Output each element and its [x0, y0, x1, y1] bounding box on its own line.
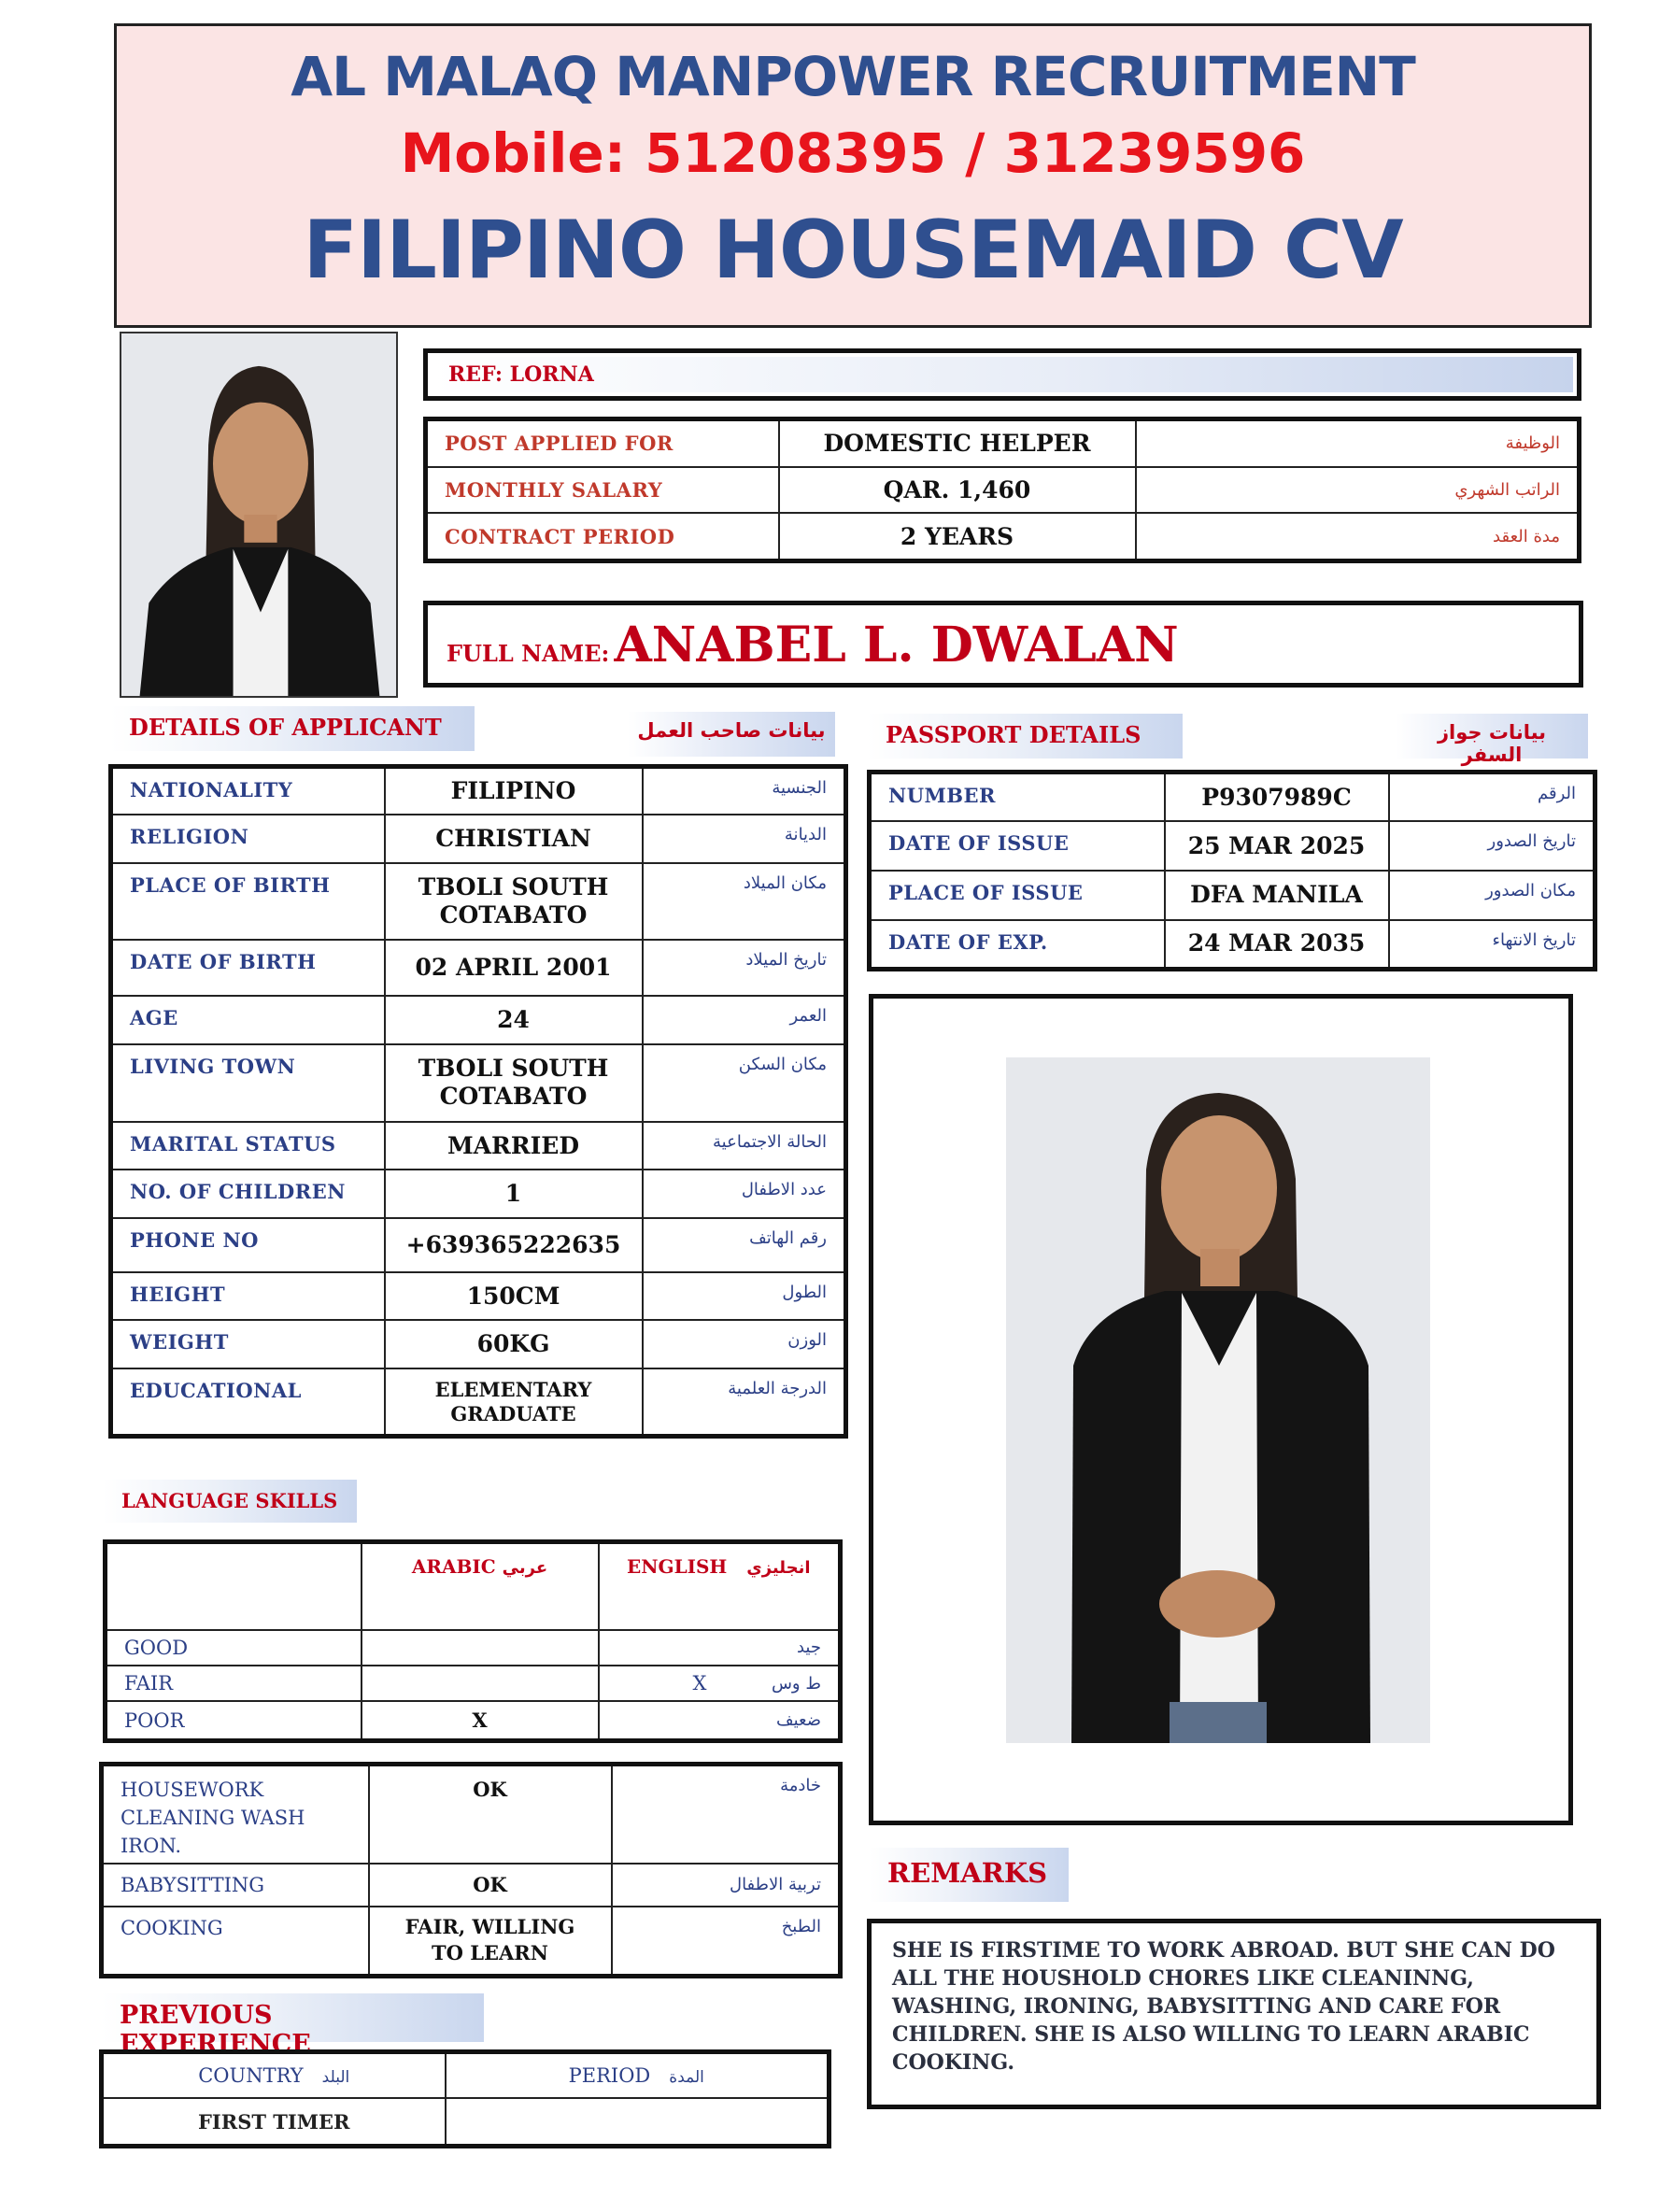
- period-label: PERIOD: [568, 2064, 651, 2088]
- language-level: GOOD: [106, 1630, 362, 1666]
- cv-title: FILIPINO HOUSEMAID CV: [303, 204, 1403, 297]
- row-label: PLACE OF BIRTH: [111, 863, 385, 941]
- post-table: [423, 417, 1581, 563]
- row-label: PHONE NO: [111, 1218, 385, 1272]
- language-english-cell: [599, 1630, 841, 1666]
- language-level: POOR: [106, 1701, 362, 1740]
- language-english-cell: [599, 1701, 841, 1740]
- post-label: POST APPLIED FOR: [426, 419, 779, 467]
- row-label: MARITAL STATUS: [111, 1122, 385, 1170]
- row-arabic: الرقم: [1389, 773, 1595, 822]
- row-value: +639365222635: [385, 1218, 643, 1272]
- row-arabic: تاريخ الانتهاء: [1389, 920, 1595, 970]
- table-row: [111, 1272, 846, 1321]
- post-arabic: الوظيفة: [1136, 419, 1580, 467]
- full-name-value: ANABEL L. DWALAN: [614, 617, 1179, 674]
- experience-col-period: [446, 2052, 830, 2099]
- photo-frame: [869, 994, 1573, 1825]
- table-row: [102, 2052, 830, 2099]
- row-label: WEIGHT: [111, 1320, 385, 1368]
- row-value: 02 APRIL 2001: [385, 940, 643, 996]
- row-label: HEIGHT: [111, 1272, 385, 1321]
- contract-value: 2 YEARS: [779, 513, 1136, 560]
- row-label: DATE OF BIRTH: [111, 940, 385, 996]
- table-row: [426, 513, 1580, 560]
- row-value: 60KG: [385, 1320, 643, 1368]
- row-arabic: عدد الاطفال: [643, 1170, 846, 1218]
- skill-value: OK: [369, 1765, 612, 1864]
- row-value: 150CM: [385, 1272, 643, 1321]
- table-row: [111, 1218, 846, 1272]
- table-row: [426, 467, 1580, 513]
- row-value: TBOLI SOUTH COTABATO: [385, 863, 643, 941]
- row-arabic: رقم الهاتف: [643, 1218, 846, 1272]
- full-name-box: [423, 601, 1583, 688]
- table-row: [111, 863, 846, 941]
- row-value: FILIPINO: [385, 767, 643, 815]
- experience-period-value: [446, 2098, 830, 2146]
- row-value: CHRISTIAN: [385, 815, 643, 863]
- passport-heading: PASSPORT DETAILS: [867, 714, 1183, 759]
- experience-table: [99, 2049, 831, 2148]
- ref-label: REF: LORNA: [432, 357, 1573, 392]
- language-level-ar: جيد: [796, 1638, 821, 1658]
- table-row: [870, 773, 1595, 822]
- row-label: DATE OF ISSUE: [870, 821, 1165, 871]
- row-label: AGE: [111, 996, 385, 1044]
- post-value: DOMESTIC HELPER: [779, 419, 1136, 467]
- country-label: COUNTRY: [198, 2064, 304, 2088]
- row-value: 24: [385, 996, 643, 1044]
- table-row: [111, 1320, 846, 1368]
- row-arabic: تاريخ الصدور: [1389, 821, 1595, 871]
- language-arabic-mark: [362, 1666, 599, 1701]
- table-row: [106, 1542, 841, 1630]
- passport-table: [867, 770, 1597, 971]
- row-value: 24 MAR 2035: [1165, 920, 1389, 970]
- table-row: [102, 1864, 841, 1907]
- language-col-arabic: [362, 1542, 599, 1630]
- table-row: [102, 1765, 841, 1864]
- passport-heading-ar: بيانات جواز السفر: [1396, 714, 1588, 759]
- language-english-cell: [599, 1666, 841, 1701]
- row-arabic: مكان الميلاد: [643, 863, 846, 941]
- table-row: [102, 1907, 841, 1977]
- mobile-numbers: Mobile: 51208395 / 31239596: [400, 121, 1306, 185]
- skill-label: COOKING: [102, 1907, 369, 1977]
- language-level: FAIR: [106, 1666, 362, 1701]
- row-value: ELEMENTARY GRADUATE: [385, 1368, 643, 1436]
- table-row: [106, 1666, 841, 1701]
- row-value: P9307989C: [1165, 773, 1389, 822]
- applicant-photo-large: [1006, 1057, 1430, 1743]
- row-arabic: الطول: [643, 1272, 846, 1321]
- skill-label: BABYSITTING: [102, 1864, 369, 1907]
- col-english-label: ENGLISH: [626, 1555, 728, 1578]
- language-col-english: [599, 1542, 841, 1630]
- row-label: EDUCATIONAL: [111, 1368, 385, 1436]
- row-label: PLACE OF ISSUE: [870, 871, 1165, 920]
- row-label: LIVING TOWN: [111, 1044, 385, 1122]
- table-row: [111, 1044, 846, 1122]
- table-row: [426, 419, 1580, 467]
- table-row: [106, 1630, 841, 1666]
- language-level-ar: ط وس: [771, 1673, 821, 1694]
- row-label: NO. OF CHILDREN: [111, 1170, 385, 1218]
- table-row: [870, 871, 1595, 920]
- experience-col-country: [102, 2052, 446, 2099]
- period-label-ar: المدة: [669, 2068, 704, 2088]
- remarks-box: [867, 1919, 1601, 2109]
- table-row: [106, 1701, 841, 1740]
- col-english-label-ar: انجليزي: [746, 1558, 811, 1578]
- skill-value: OK: [369, 1864, 612, 1907]
- row-value: MARRIED: [385, 1122, 643, 1170]
- table-row: [111, 1368, 846, 1436]
- row-value: 1: [385, 1170, 643, 1218]
- salary-label: MONTHLY SALARY: [426, 467, 779, 513]
- details-table: [108, 764, 848, 1439]
- row-arabic: الدرجة العلمية: [643, 1368, 846, 1436]
- row-arabic: الجنسية: [643, 767, 846, 815]
- ref-bar: [423, 348, 1581, 401]
- skill-arabic: خادمة: [612, 1765, 841, 1864]
- row-arabic: الديانة: [643, 815, 846, 863]
- language-arabic-mark: [362, 1630, 599, 1666]
- col-arabic-label: ARABIC: [411, 1555, 496, 1578]
- row-value: DFA MANILA: [1165, 871, 1389, 920]
- language-table: [103, 1539, 843, 1743]
- salary-value: QAR. 1,460: [779, 467, 1136, 513]
- table-row: [111, 1170, 846, 1218]
- language-arabic-mark: X: [362, 1701, 599, 1740]
- details-heading-ar: بيانات صاحب العمل: [628, 712, 835, 757]
- skill-arabic: الطبخ: [612, 1907, 841, 1977]
- experience-country-value: FIRST TIMER: [102, 2098, 446, 2146]
- table-row: [111, 815, 846, 863]
- experience-heading: PREVIOUS EXPERIENCE: [101, 1993, 484, 2042]
- table-row: [111, 1122, 846, 1170]
- full-name-label: FULL NAME:: [447, 640, 610, 667]
- remarks-text: SHE IS FIRSTIME TO WORK ABROAD. BUT SHE CAN DO ALL THE HOUSHOLD CHORES LIKE CLEANINNG, WASHING, IRONING, BABYSITTING AND CARE FOR CHILDREN. SHE IS ALSO WILLING TO LEARN ARABIC COOKING.: [892, 1938, 1555, 2075]
- row-arabic: الحالة الاجتماعية: [643, 1122, 846, 1170]
- salary-arabic: الراتب الشهري: [1136, 467, 1580, 513]
- company-name: AL MALAQ MANPOWER RECRUITMENT: [291, 45, 1415, 108]
- table-row: [111, 996, 846, 1044]
- table-row: [870, 821, 1595, 871]
- details-heading: DETAILS OF APPLICANT: [110, 706, 475, 751]
- remarks-heading: REMARKS: [869, 1848, 1069, 1902]
- row-label: NATIONALITY: [111, 767, 385, 815]
- language-level-ar: ضعيف: [775, 1710, 821, 1731]
- table-row: [102, 2098, 830, 2146]
- row-arabic: مكان السكن: [643, 1044, 846, 1122]
- row-arabic: تاريخ الميلاد: [643, 940, 846, 996]
- row-label: NUMBER: [870, 773, 1165, 822]
- applicant-photo-small: [120, 332, 398, 698]
- row-value: TBOLI SOUTH COTABATO: [385, 1044, 643, 1122]
- row-label: RELIGION: [111, 815, 385, 863]
- skill-arabic: تربية الاطفال: [612, 1864, 841, 1907]
- contract-arabic: مدة العقد: [1136, 513, 1580, 560]
- skill-label: HOUSEWORK CLEANING WASH IRON.: [102, 1765, 369, 1864]
- language-english-mark: X: [692, 1672, 707, 1695]
- col-arabic-label-ar: عربي: [502, 1558, 548, 1578]
- skill-value: FAIR, WILLING TO LEARN: [369, 1907, 612, 1977]
- table-row: [111, 767, 846, 815]
- row-arabic: مكان الصدور: [1389, 871, 1595, 920]
- language-heading: LANGUAGE SKILLS: [103, 1480, 357, 1523]
- skills-table: [99, 1762, 843, 1978]
- row-label: DATE OF EXP.: [870, 920, 1165, 970]
- language-corner-cell: [106, 1542, 362, 1630]
- row-arabic: الوزن: [643, 1320, 846, 1368]
- table-row: [111, 940, 846, 996]
- country-label-ar: البلد: [321, 2068, 350, 2088]
- row-value: 25 MAR 2025: [1165, 821, 1389, 871]
- contract-label: CONTRACT PERIOD: [426, 513, 779, 560]
- header-banner: [114, 23, 1592, 328]
- table-row: [870, 920, 1595, 970]
- row-arabic: العمر: [643, 996, 846, 1044]
